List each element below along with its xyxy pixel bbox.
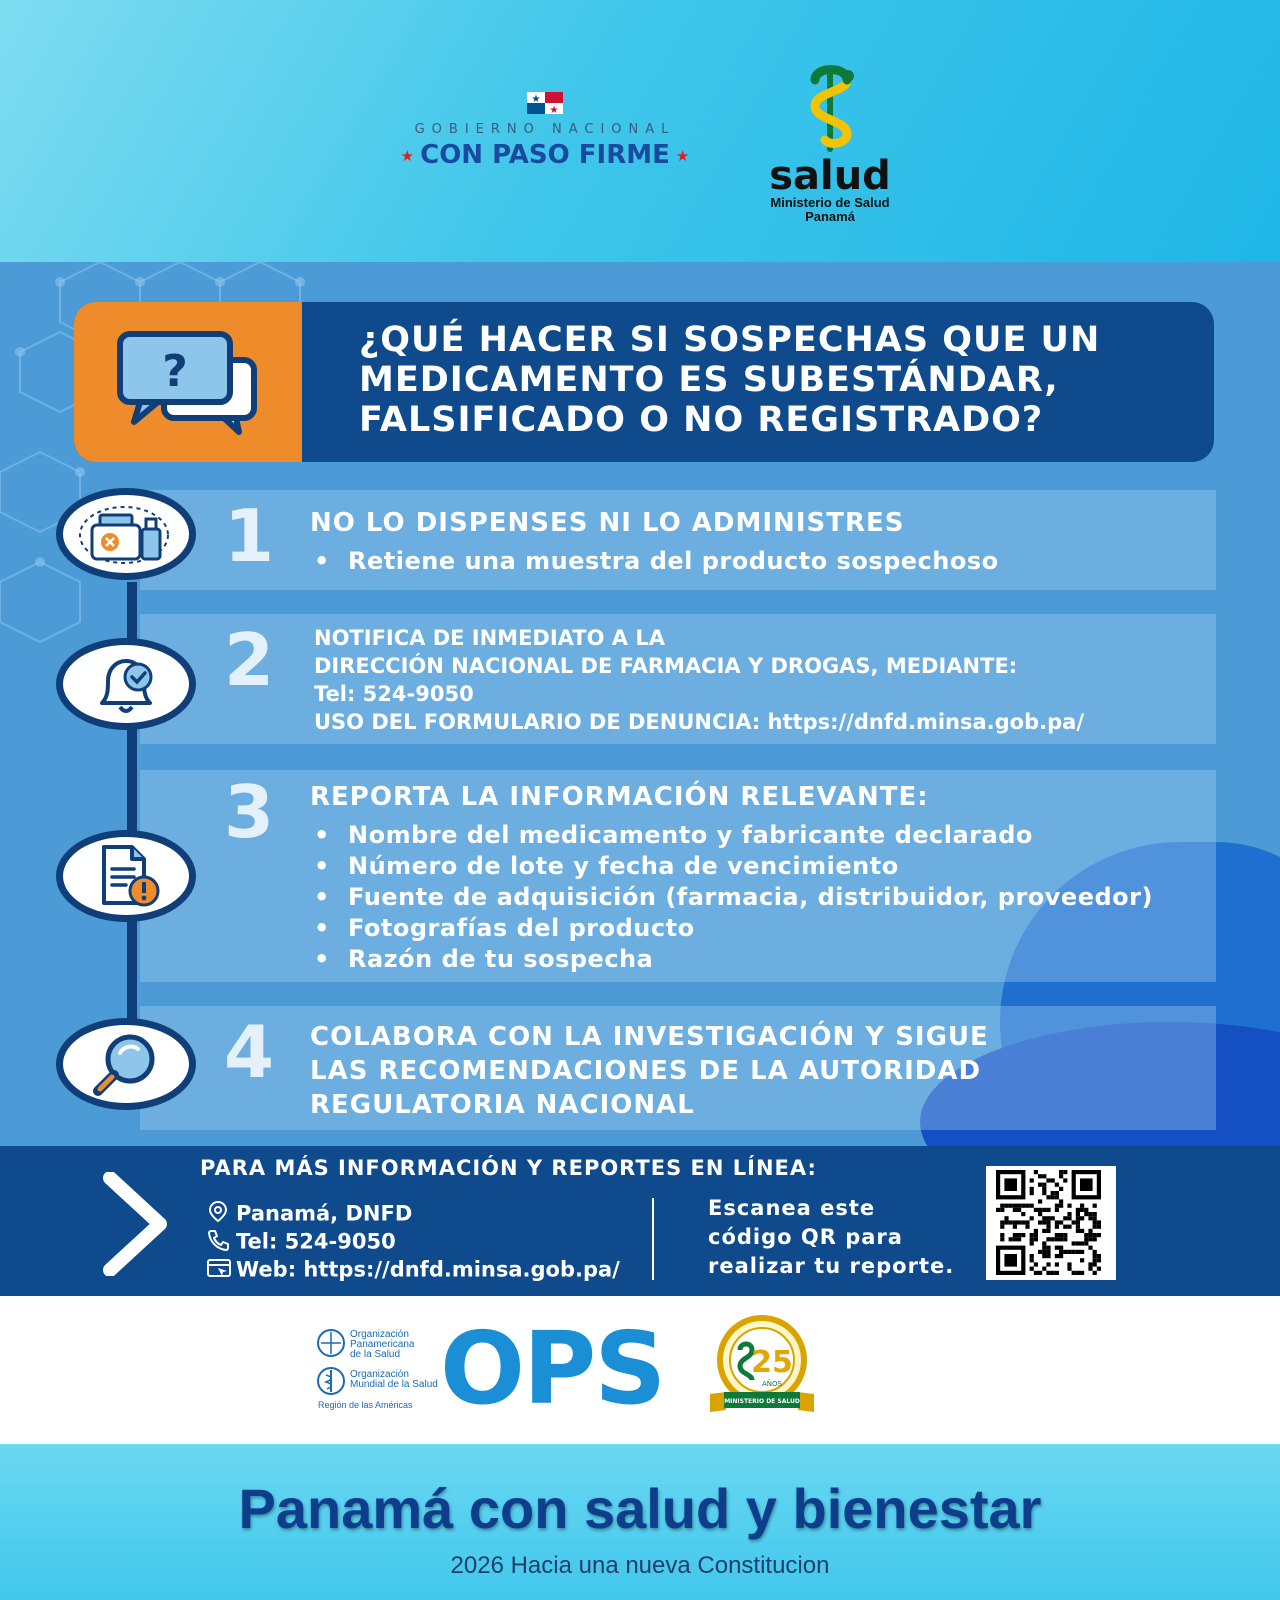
magnifier-icon [86,1031,166,1097]
step-4-panel [140,1006,1216,1130]
bullet-item: • Número de lote y fecha de vencimiento [310,851,1153,882]
star-icon: ★ [675,146,690,165]
salud-wordmark: salud [769,153,891,199]
notification-bell-icon [86,651,166,717]
bullet-item: • Razón de tu sospecha [310,944,1153,975]
panama-flag-icon [527,92,563,114]
paho-line: Panamericana [350,1339,415,1350]
region-text: Región de las Américas [318,1400,413,1410]
bullet-item: • Fotografías del producto [310,913,1153,944]
con-paso-firme-text [380,140,710,170]
chevron-right-icon [100,1172,170,1276]
bullet-item: • Fuente de adquisición (farmacia, distribuidor, proveedor) [310,882,1153,913]
scan-line: código QR para [708,1225,903,1249]
step-1-panel [140,490,1216,590]
bullet-item: • Nombre del medicamento y fabricante declarado [310,820,1153,851]
step-number: 4 [224,1010,275,1094]
step-heading: NO LO DISPENSES NI LO ADMINISTRES [310,508,905,538]
phone-text: Tel: 524-9050 [236,1229,396,1254]
paho-line: Organización [350,1329,409,1340]
web-browser-icon [206,1256,236,1285]
con-paso-firme-label: CON PASO FIRME [420,140,670,170]
star-icon: ★ [400,146,415,165]
contact-web[interactable] [206,1256,620,1285]
anniversary-years: AÑOS [762,1380,782,1388]
gobierno-nacional-text: GOBIERNO NACIONAL [414,122,676,137]
slogan-band [0,1444,1280,1600]
step-number: 1 [224,494,275,578]
location-text: Panamá, DNFD [236,1201,413,1226]
ops-wordmark: OPS [440,1310,665,1427]
gobierno-nacional-logo [380,92,710,170]
title-line: MEDICAMENTO ES SUBESTÁNDAR, [359,360,1059,400]
medicine-bottles-icon [78,501,174,567]
panama-text: Panamá [805,209,855,224]
step-2-panel [140,614,1216,744]
contact-title: PARA MÁS INFORMACIÓN Y REPORTES EN LÍNEA: [200,1156,817,1180]
slogan-subtitle: 2026 Hacia una nueva Constitucion [450,1552,830,1579]
ministerio-text: Ministerio de Salud [770,195,890,210]
phone-icon [206,1228,236,1257]
step-1-icon-circle [56,488,196,580]
anniversary-number: 25 [751,1345,793,1380]
scan-line: Escanea este [708,1196,876,1220]
partner-logos [0,1296,1280,1444]
step-number: 3 [224,770,275,854]
step-bullets [310,820,1153,975]
header [0,0,1280,262]
who-text [350,1370,438,1390]
main-content [0,262,1280,1146]
step-4-icon-circle [56,1018,196,1110]
paho-emblem-icon [316,1328,346,1358]
qr-code-icon [986,1166,1116,1280]
scan-instructions [708,1194,954,1281]
slogan-title: Panamá con salud y bienestar [238,1477,1042,1540]
step-body [314,624,1084,736]
step-line: USO DEL FORMULARIO DE DENUNCIA: https://dnfd.minsa.gob.pa/ [314,710,1084,734]
document-alert-icon [86,843,166,909]
minsa-logo [760,62,900,224]
step-line: REGULATORIA NACIONAL [310,1090,695,1120]
title-banner [74,302,1214,462]
who-line: Mundial de la Salud [350,1379,438,1390]
step-2-icon-circle [56,638,196,730]
step-line: COLABORA CON LA INVESTIGACIÓN Y SIGUE [310,1022,989,1052]
title-line: FALSIFICADO O NO REGISTRADO? [359,400,1044,440]
location-pin-icon [206,1200,236,1229]
step-line: NOTIFICA DE INMEDIATO A LA [314,626,665,650]
contact-location [206,1200,412,1229]
divider [652,1198,654,1280]
paho-line: de la Salud [350,1349,401,1360]
page-title [359,320,1189,440]
step-bullets [310,546,999,577]
step-3-panel [140,770,1216,982]
dnfd-anniversary-seal-icon [704,1314,820,1418]
svg-text:?: ? [162,346,188,397]
who-line: Organización [350,1369,409,1380]
web-link[interactable]: Web: https://dnfd.minsa.gob.pa/ [236,1257,620,1282]
title-icon-panel [74,302,302,462]
title-line: ¿QUÉ HACER SI SOSPECHAS QUE UN [359,320,1101,360]
bullet-item: • Retiene una muestra del producto sospechoso [310,546,999,577]
scan-line: realizar tu reporte. [708,1254,955,1278]
anniversary-ribbon-text: MINISTERIO DE SALUD [724,1398,800,1405]
step-line: DIRECCIÓN NACIONAL DE FARMACIA Y DROGAS, MEDIANTE: [314,654,1018,678]
qr-code[interactable] [986,1166,1116,1280]
salud-serpent-icon [795,62,865,154]
who-emblem-icon [316,1366,346,1396]
contact-band [0,1146,1280,1296]
step-heading [310,1020,989,1122]
paho-text [350,1330,414,1360]
step-3-icon-circle [56,830,196,922]
contact-phone [206,1228,396,1257]
step-heading: REPORTA LA INFORMACIÓN RELEVANTE: [310,782,929,812]
step-line: LAS RECOMENDACIONES DE LA AUTORIDAD [310,1056,982,1086]
question-chat-icon [114,328,264,438]
step-number: 2 [224,618,275,702]
step-line: Tel: 524-9050 [314,682,474,706]
